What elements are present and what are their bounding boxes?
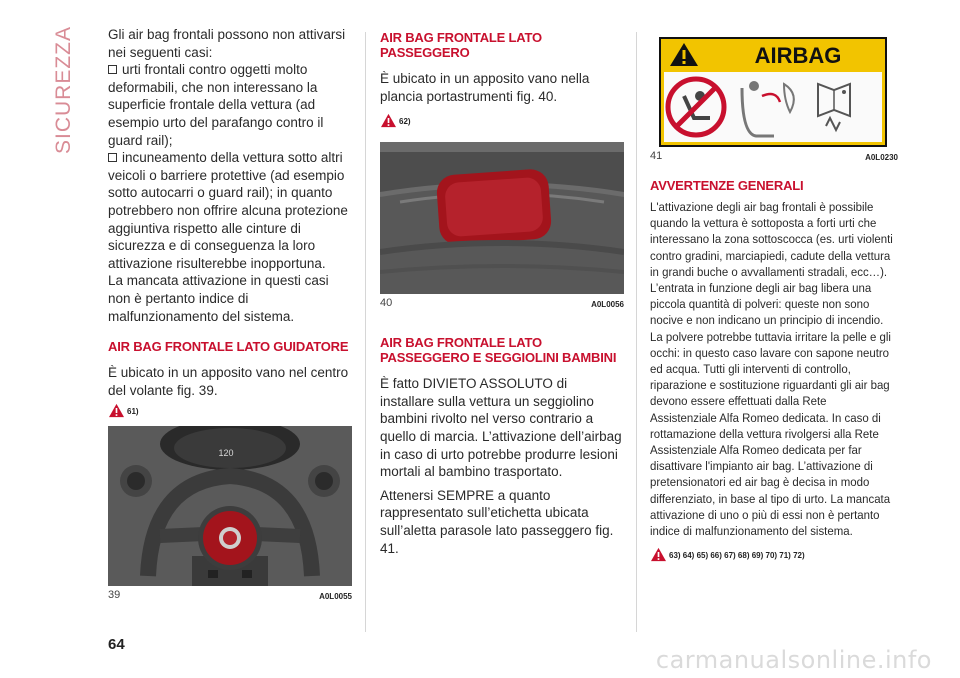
airbag-warning-label [650, 26, 898, 150]
heading-child-seats: AIR BAG FRONTALE LATO PASSEGGERO E SEGGIOLINI BAMBINI [380, 335, 617, 366]
speedometer-reading: 120 [218, 448, 234, 459]
column-1 [108, 26, 352, 601]
figure-number: 39 [108, 589, 121, 602]
figure-caption [108, 589, 352, 601]
child-seat-label-text: Attenersi SEMPRE a quanto rappresentato sull’etichetta ubicata sull’aletta parasole lato passeggero fig. 41. [380, 487, 614, 556]
figure-number: 41 [650, 150, 663, 162]
list-item-text: incuneamento della vettura sotto altri veicoli o barriere protettive (ad esempio sotto autocarri o guard rail); in quanto potrebbero non offrire alcuna protezione aggiuntiva rispetto alle cinture di sicurezza e di conseguenza la loro attivazione risulterebbe inopportuna. [108, 150, 348, 271]
section-title [44, 20, 84, 160]
figure-39-steering-wheel [108, 426, 352, 586]
warning-reference[interactable] [380, 113, 624, 128]
closing-text: La mancata attivazione in questi casi non è pertanto indice di malfunzionamento del sistema. [108, 273, 329, 324]
warning-ref-text: 63) 64) 65) 66) 67) 68) 69) 70) 71) 72) [669, 551, 805, 561]
section-title-text: SICUREZZA [52, 25, 76, 155]
warning-triangle-icon [108, 403, 125, 418]
airbag-label-text: AIRBAG [754, 43, 842, 68]
watermark: carmanualsonline.info [655, 646, 932, 674]
warning-ref-text: 61) [127, 407, 139, 417]
dashboard-illustration [380, 142, 624, 294]
warning-triangle-icon [650, 547, 667, 562]
figure-number: 40 [380, 297, 393, 310]
child-seat-warning-text: È fatto DIVIETO ASSOLUTO di installare sulla vettura un seggiolino bambini rivolto nel verso contrario a quello di marcia. L’attivazione dell’airbag in caso di urto potrebbe produrre lesioni mortali al bambino trasportato. [380, 376, 622, 480]
driver-airbag-text: È ubicato in un apposito vano nel centro del volante fig. 39. [108, 365, 349, 398]
list-item [108, 149, 352, 272]
warning-ref-text: 62) [399, 117, 411, 127]
column-3 [650, 26, 898, 568]
heading-driver-airbag: AIR BAG FRONTALE LATO GUIDATORE [108, 339, 349, 355]
passenger-airbag-text: È ubicato in un apposito vano nella plancia portastrumenti fig. 40. [380, 71, 590, 104]
checkbox-bullet-icon [108, 153, 117, 162]
figure-code: A0L0056 [591, 300, 624, 310]
warning-reference[interactable] [108, 403, 352, 418]
list-item-text: urti frontali contro oggetti molto deformabili, che non interessano la superficie frontale della vettura (ad esempio urto del parafango contro il guard rail); [108, 62, 324, 148]
figure-code: A0L0055 [319, 592, 352, 602]
warning-triangle-icon [380, 113, 397, 128]
heading-general-warnings: AVVERTENZE GENERALI [650, 178, 804, 193]
heading-passenger-airbag: AIR BAG FRONTALE LATO PASSEGGERO [380, 30, 542, 60]
steering-wheel-illustration [108, 426, 352, 586]
column-divider [636, 32, 637, 632]
checkbox-bullet-icon [108, 65, 117, 74]
figure-41-airbag-label [650, 26, 898, 150]
page-number: 64 [108, 636, 125, 653]
general-warnings-text: L'attivazione degli air bag frontali è possibile quando la vettura è sottoposta a forti urti che interessano la zona sottoscocca (es. urti violenti contro gradini, marciapiedi, cadute della vettura in grandi buche o avvallamenti stradali, ecc…). L’entrata in funzione degli air bag libera una piccola quantità di polveri: queste non sono nocive e non indicano un principio di incendio. La polvere potrebbe tuttavia irritare la pelle e gli occhi: in questo caso lavare con sapone neutro ed acqua. Tutti gli interventi di controllo, riparazione e sostituzione riguardanti gli air bag devono essere effettuati dalla Rete Assistenziale Alfa Romeo dedicata. In caso di rottamazione della vettura rivolgersi alla Rete Assistenziale Alfa Romeo dedicata per far disattivare l'impianto air bag. L’attivazione di pretensionatori ed air bag è decisa in modo differenziato, in base al tipo di urto. La mancata attivazione di uno o più di essi non è pertanto indice di malfunzionamento del sistema. [650, 200, 893, 539]
figure-code: A0L0230 [865, 153, 898, 162]
list-item [108, 61, 352, 149]
intro-text: Gli air bag frontali possono non attivarsi nei seguenti casi: [108, 27, 346, 60]
figure-caption [650, 150, 898, 162]
figure-caption [380, 297, 624, 309]
column-divider [365, 32, 366, 632]
column-2 [380, 26, 624, 557]
figure-40-dashboard [380, 142, 624, 294]
warning-reference[interactable] [650, 547, 898, 562]
